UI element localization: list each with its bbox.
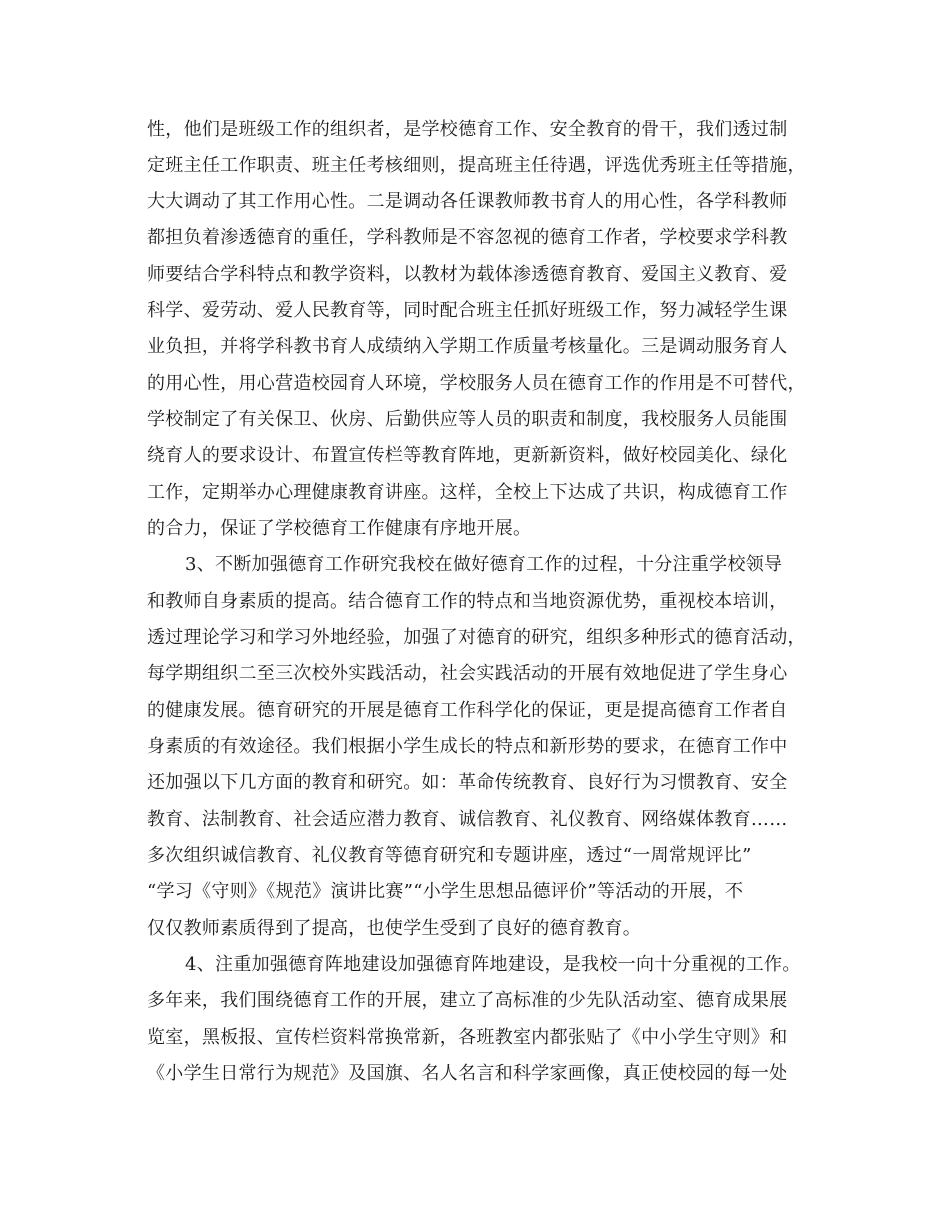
text-line: 和教师自身素质的提高。结合德育工作的特点和当地资源优势，重视校本培训， (147, 591, 788, 612)
text-line: 还加强以下几方面的教育和研究。如：革命传统教育、良好行为习惯教育、安全 (147, 772, 788, 793)
text-line: 《小学生日常行为规范》及国旗、名人名言和科学家画像，真正使校园的每一处 (147, 1063, 788, 1084)
paragraph-start-line: 4、注重加强德育阵地建设加强德育阵地建设，是我校一向十分重视的工作。 (185, 954, 801, 975)
text-line: 多次组织诚信教育、礼仪教育等德育研究和专题讲座，透过“一周常规评比” (147, 845, 752, 866)
text-line: 的用心性，用心营造校园育人环境，学校服务人员在德育工作的作用是不可替代， (147, 373, 806, 394)
text-line: 大大调动了其工作用心性。二是调动各任课教师教书育人的用心性，各学科教师 (147, 191, 788, 212)
text-line: 身素质的有效途径。我们根据小学生成长的特点和新形势的要求，在德育工作中 (147, 736, 788, 757)
text-line: 览室，黑板报、宣传栏资料常换常新，各班教室内都张贴了《中小学生守则》和 (147, 1027, 788, 1048)
text-line: 的合力，保证了学校德育工作健康有序地开展。 (147, 518, 532, 539)
text-line: 师要结合学科特点和教学资料，以教材为载体渗透德育教育、爱国主义教育、爱 (147, 264, 788, 285)
text-line: 科学、爱劳动、爱人民教育等，同时配合班主任抓好班级工作，努力减轻学生课 (147, 300, 788, 321)
text-line: 仅仅教师素质得到了提高，也使学生受到了良好的德育教育。 (147, 918, 642, 939)
text-line: 定班主任工作职责、班主任考核细则，提高班主任待遇，评选优秀班主任等措施， (147, 155, 806, 176)
text-line: 的健康发展。德育研究的开展是德育工作科学化的保证，更是提高德育工作者自 (147, 700, 788, 721)
text-line: 每学期组织二至三次校外实践活动，社会实践活动的开展有效地促进了学生身心 (147, 663, 788, 684)
text-line: 业负担，并将学科教书育人成绩纳入学期工作质量考核量化。三是调动服务育人 (147, 336, 788, 357)
text-line: 多年来，我们围绕德育工作的开展，建立了高标准的少先队活动室、德育成果展 (147, 990, 788, 1011)
text-line: 工作，定期举办心理健康教育讲座。这样，全校上下达成了共识，构成德育工作 (147, 482, 788, 503)
text-line: 性，他们是班级工作的组织者，是学校德育工作、安全教育的骨干，我们透过制 (147, 119, 788, 140)
text-line: 透过理论学习和学习外地经验，加强了对德育的研究，组织多种形式的德育活动， (147, 627, 806, 648)
paragraph-start-line: 3、不断加强德育工作研究我校在做好德育工作的过程，十分注重学校领导 (185, 554, 783, 575)
text-line: 教育、法制教育、社会适应潜力教育、诚信教育、礼仪教育、网络媒体教育…… (147, 809, 788, 830)
text-line: “学习《守则》《规范》演讲比赛”“小学生思想品德评价”等活动的开展，不 (147, 881, 744, 902)
text-line: 都担负着渗透德育的重任，学科教师是不容忽视的德育工作者，学校要求学科教 (147, 227, 788, 248)
text-line: 绕育人的要求设计、布置宣传栏等教育阵地，更新新资料，做好校园美化、绿化 (147, 445, 788, 466)
text-line: 学校制定了有关保卫、伙房、后勤供应等人员的职责和制度，我校服务人员能围 (147, 409, 788, 430)
